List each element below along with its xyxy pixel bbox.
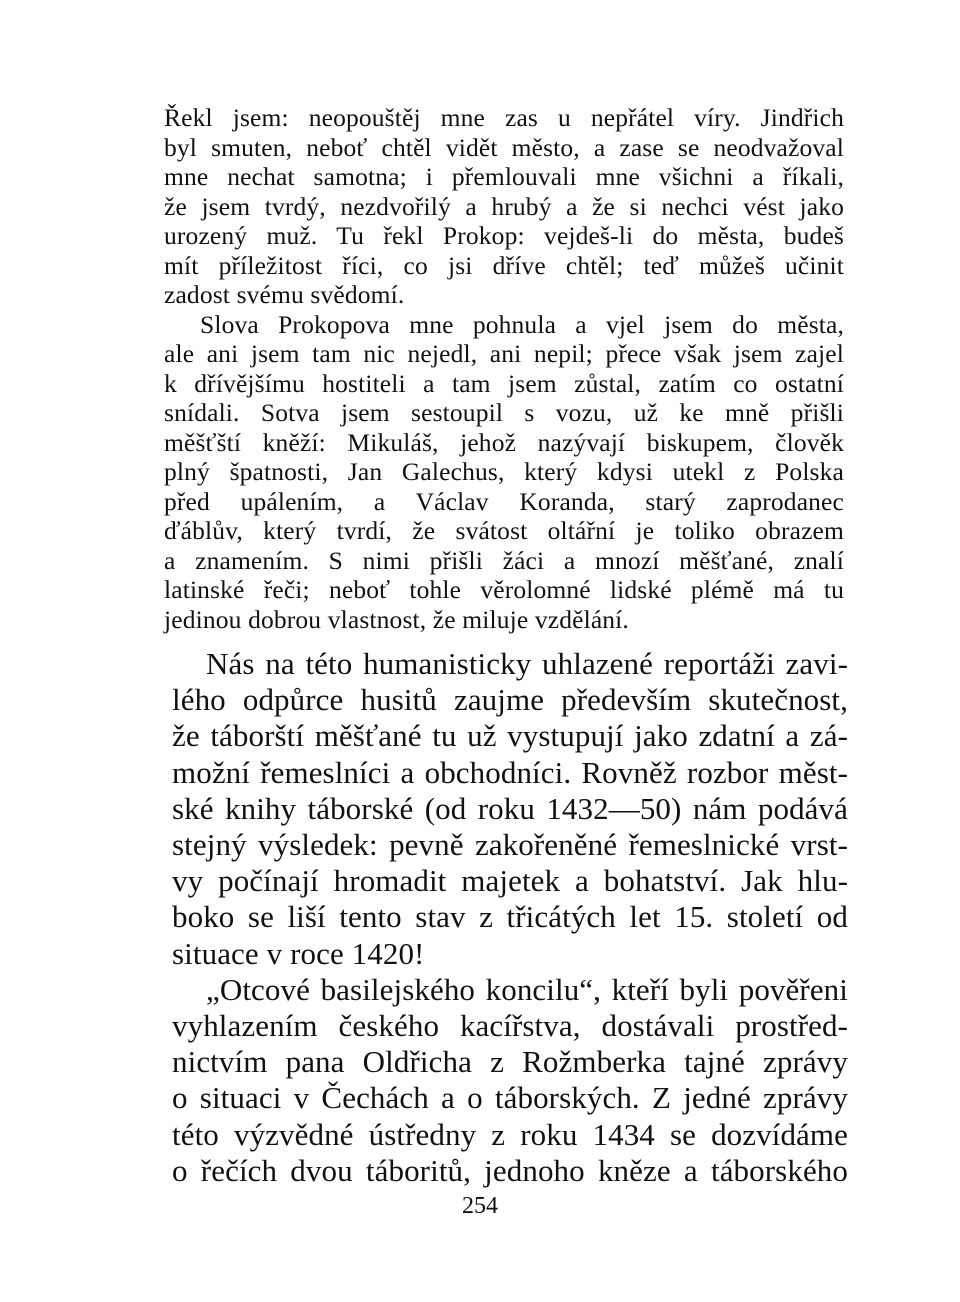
text-line: vy počínají hromadit majetek a bohatství. Jak hlu- [172, 863, 848, 899]
text-line: Nás na této humanisticky uhlazené reportáži zavi- [206, 646, 848, 681]
text-line: ale ani jsem tam nic nejedl, ani nepil; přece však jsem zajel [164, 339, 844, 368]
quote-paragraph-1 [164, 103, 844, 310]
text-line: stejný výsledek: pevně zakořeněné řemeslnické vrst- [172, 827, 848, 863]
text-line: situace v roce 1420! [172, 935, 425, 971]
quote-paragraph-2 [164, 310, 844, 635]
body-paragraph-1 [172, 646, 848, 972]
text-line: ské knihy táborské (od roku 1432—50) nám podává [172, 790, 848, 826]
text-line: o řečích dvou táboritů, jednoho kněze a táborského [172, 1152, 848, 1188]
text-line: Slova Prokopova mne pohnula a vjel jsem do města, [200, 309, 844, 339]
text-line: že táborští měšťané tu už vystupují jako zdatní a zá- [172, 718, 848, 754]
text-line: snídali. Sotva jsem sestoupil s vozu, už ke mně přišli [164, 398, 844, 427]
text-line: plný špatnosti, Jan Galechus, který kdysi utekl z Polska [164, 457, 844, 486]
text-line: ďáblův, který tvrdí, že svátost oltářní je toliko obrazem [164, 516, 844, 545]
text-line: měšťští kněží: Mikuláš, jehož nazývají biskupem, člověk [164, 427, 844, 457]
page-number: 254 [462, 1193, 498, 1219]
text-line: o situaci v Čechách a o táborských. Z jedné zprávy [172, 1080, 848, 1116]
text-line: vyhlazením českého kacířstva, dostávali prostřed- [172, 1008, 848, 1044]
text-line: byl smuten, neboť chtěl vidět město, a zase se neodvažoval [164, 132, 844, 162]
text-line: této výzvědné ústředny z roku 1434 se dozvídáme [172, 1116, 848, 1152]
text-line: latinské řeči; neboť tohle věrolomné lidské plémě má tu [164, 575, 844, 604]
text-line: urozený muž. Tu řekl Prokop: vejdeš-li do města, budeš [164, 221, 844, 250]
text-line: možní řemeslníci a obchodníci. Rovněž rozbor měst- [172, 754, 848, 790]
body-paragraph-2 [172, 972, 848, 1189]
main-text [172, 646, 848, 1189]
text-line: zadost svému svědomí. [164, 280, 405, 309]
text-line: nictvím pana Oldřicha z Rožmberka tajné zprávy [172, 1044, 848, 1080]
text-line: k dřívějšímu hostiteli a tam jsem zůstal, zatím co ostatní [164, 368, 844, 398]
text-line: „Otcové basilejského koncilu“, kteří byli pověřeni [206, 971, 848, 1007]
text-line: mít příležitost říci, co jsi dříve chtěl; teď můžeš učinit [164, 250, 844, 280]
text-line: a znamením. S nimi přišli žáci a mnozí měšťané, znalí [164, 545, 844, 575]
text-line: před upálením, a Václav Koranda, starý zaprodanec [164, 486, 844, 516]
text-line: mne nechat samotna; i přemlouvali mne všichni a říkali, [164, 162, 844, 191]
text-line: lého odpůrce husitů zaujme především skutečnost, [172, 682, 848, 718]
text-line: boko se liší tento stav z třicátých let 15. století od [172, 899, 848, 935]
text-line: jedinou dobrou vlastnost, že miluje vzdělání. [164, 604, 629, 634]
text-line: Řekl jsem: neopouštěj mne zas u nepřátel víry. Jindřich [164, 103, 844, 132]
quoted-passage [164, 103, 844, 634]
text-line: že jsem tvrdý, nezdvořilý a hrubý a že si nechci vést jako [164, 191, 844, 221]
